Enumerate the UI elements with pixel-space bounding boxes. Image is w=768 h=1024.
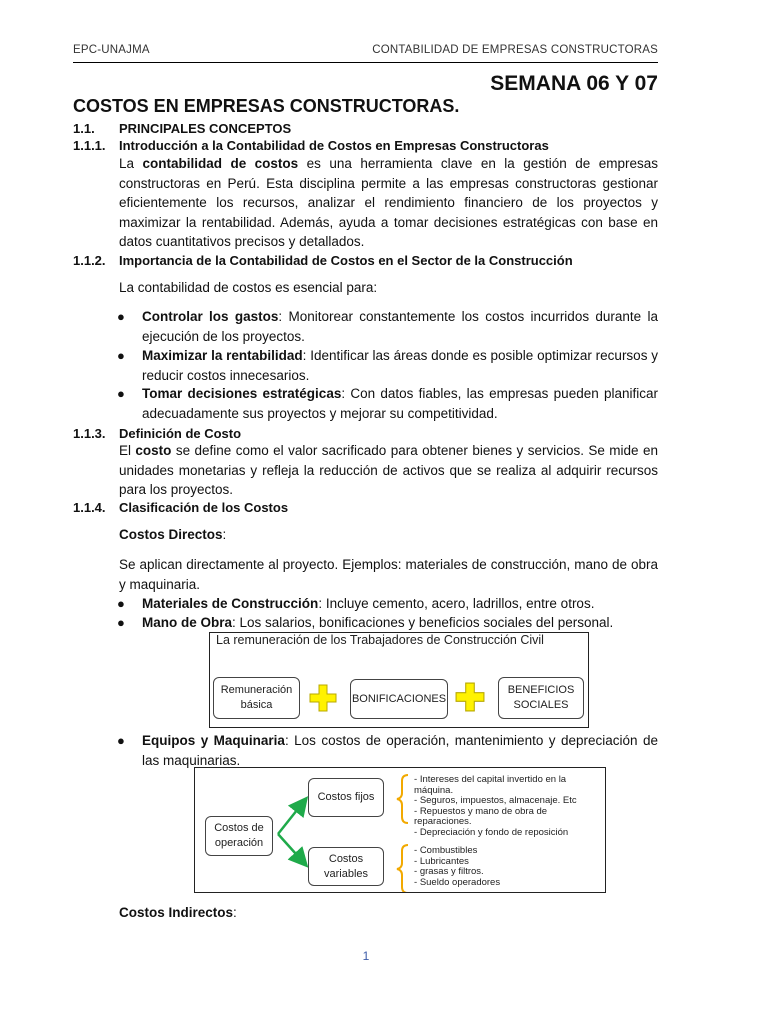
- bullet-icon: ●: [117, 596, 125, 611]
- subheading-costos-indirectos: [119, 905, 237, 920]
- page-title: COSTOS EN EMPRESAS CONSTRUCTORAS.: [73, 96, 460, 116]
- text-bold: Costos Indirectos: [119, 905, 234, 920]
- diagram-title: La remuneración de los Trabajadores de Construcción Civil: [216, 633, 544, 647]
- section-number: 1.1.4.: [73, 500, 106, 515]
- section-1-1-2: [73, 253, 573, 268]
- header-left: EPC-UNAJMA: [73, 44, 150, 56]
- box-costos-variables: Costos variables: [308, 847, 384, 886]
- remuneration-diagram: [209, 632, 589, 728]
- paragraph-directos: Se aplican directamente al proyecto. Ejemplos: materiales de construcción, mano de obra y maquinaria.: [119, 557, 658, 592]
- section-label: Definición de Costo: [119, 426, 242, 441]
- text-run: : Incluye cemento, acero, ladrillos, entre otros.: [318, 596, 595, 611]
- variable-costs-list: [414, 846, 500, 888]
- list-item: [119, 346, 658, 385]
- list-item: - Seguros, impuestos, almacenaje. Etc: [414, 796, 605, 807]
- box-remuneracion-basica: Remuneración básica: [213, 677, 300, 719]
- text-run: : Monitorear constantemente los costos incurridos durante la ejecución de los proyectos.: [142, 309, 658, 344]
- section-1-1-4: [73, 500, 288, 515]
- operating-costs-diagram: [194, 767, 606, 893]
- text-run: El: [119, 443, 136, 458]
- list-item: [119, 307, 658, 346]
- header-right: CONTABILIDAD DE EMPRESAS CONSTRUCTORAS: [372, 44, 658, 56]
- list-item: [119, 384, 658, 423]
- list-item: [119, 731, 658, 770]
- text-bold: Controlar los gastos: [142, 309, 279, 324]
- section-number: 1.1.: [73, 121, 95, 136]
- text-bold: costo: [135, 443, 172, 458]
- text-run: se define como el valor sacrificado para obtener bienes y servicios. Se mide en unidades monetarias y refleja la reducción de activos que se realiza al adquirir recursos para los proyectos.: [119, 443, 658, 497]
- section-label: Clasificación de los Costos: [119, 500, 289, 515]
- section-label: Introducción a la Contabilidad de Costos en Empresas Constructoras: [119, 138, 549, 153]
- list-item: [119, 613, 658, 633]
- paragraph-definition: [119, 441, 658, 500]
- list-item: - grasas y filtros.: [414, 867, 500, 878]
- text-bold: Equipos y Maquinaria: [142, 733, 285, 748]
- text-run: : Identificar las áreas donde es posible optimizar recursos y reducir costos innecesarios.: [142, 348, 658, 383]
- text-run: es una herramienta clave en la gestión de empresas constructoras en Perú. Esta disciplina permite a las empresas constructoras gestionar eficientemente los recursos, analizar el rendimiento financiero de los proyectos y maximizar la rentabilidad. Además, ayuda a tomar decisiones estratégicas con base en datos cuantitativos precisos y detallados.: [119, 156, 658, 249]
- section-label: PRINCIPALES CONCEPTOS: [119, 121, 292, 136]
- text-bold: Tomar decisiones estratégicas: [142, 386, 342, 401]
- text-bold: Materiales de Construcción: [142, 596, 319, 611]
- text-bold: Maximizar la rentabilidad: [142, 348, 303, 363]
- list-item: - Repuestos y mano de obra de reparaciones.: [414, 807, 605, 828]
- section-number: 1.1.2.: [73, 253, 106, 268]
- fixed-costs-list: [414, 775, 605, 838]
- bullet-icon: ●: [117, 386, 125, 401]
- section-1-1-1: [73, 138, 549, 153]
- paragraph-intro: [119, 154, 658, 252]
- text-run: : Los salarios, bonificaciones y beneficios sociales del personal.: [232, 615, 614, 630]
- text-bold: Costos Directos: [119, 527, 223, 542]
- text-bold: contabilidad de costos: [142, 156, 299, 171]
- list-item: - Intereses del capital invertido en la máquina.: [414, 775, 605, 796]
- subheading-costos-directos: [119, 527, 226, 542]
- plus-icon: [455, 682, 485, 717]
- bullet-icon: ●: [117, 615, 125, 630]
- text-run: : Los costos de operación, mantenimiento y depreciación de las maquinarias.: [142, 733, 659, 768]
- text-run: :: [222, 527, 227, 542]
- section-1-1: [73, 121, 291, 136]
- text-run: La: [119, 156, 143, 171]
- bullet-icon: ●: [117, 733, 125, 748]
- text-run: :: [233, 905, 237, 920]
- text-run: : Con datos fiables, las empresas pueden planificar adecuadamente sus proyectos y mejorar su competitividad.: [142, 386, 658, 421]
- header-divider: [73, 62, 658, 63]
- plus-icon: [309, 684, 337, 717]
- text-bold: Mano de Obra: [142, 615, 233, 630]
- week-heading: SEMANA 06 Y 07: [490, 72, 658, 95]
- list-item: - Sueldo operadores: [414, 878, 500, 889]
- box-costos-fijos: Costos fijos: [308, 778, 384, 817]
- section-label: Importancia de la Contabilidad de Costos en el Sector de la Construcción: [119, 253, 573, 268]
- list-item: - Lubricantes: [414, 857, 500, 868]
- page-number: 1: [362, 949, 370, 963]
- section-1-1-3: [73, 426, 241, 441]
- list-item: - Combustibles: [414, 846, 500, 857]
- box-bonificaciones: BONIFICACIONES: [350, 679, 448, 719]
- section-number: 1.1.1.: [73, 138, 106, 153]
- list-item: - Depreciación y fondo de reposición: [414, 828, 605, 839]
- box-beneficios-sociales: BENEFICIOS SOCIALES: [498, 677, 584, 719]
- bullet-icon: ●: [117, 309, 125, 324]
- section-number: 1.1.3.: [73, 426, 106, 441]
- paragraph-importance: La contabilidad de costos es esencial para:: [119, 280, 378, 295]
- list-item: [119, 594, 658, 614]
- bullet-icon: ●: [117, 348, 125, 363]
- box-costos-operacion: Costos de operación: [205, 816, 273, 856]
